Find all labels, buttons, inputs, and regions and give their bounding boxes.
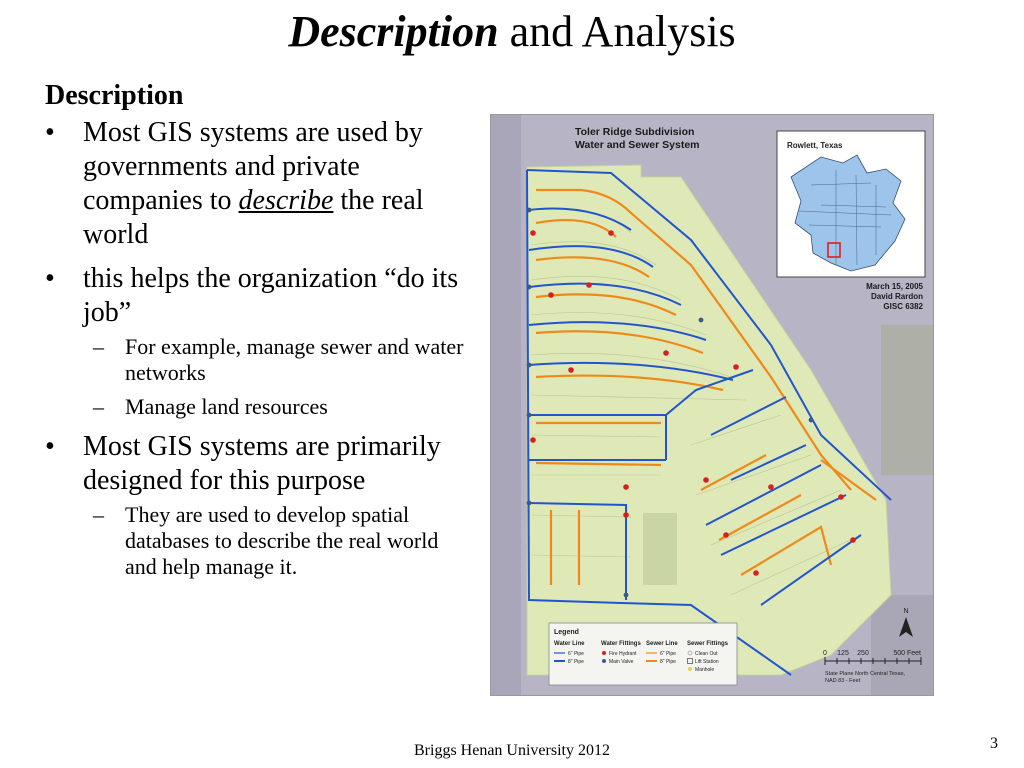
fire-hydrant	[768, 484, 774, 490]
main-valve	[527, 285, 532, 290]
sub-bullet-item: – They are used to develop spatial databases to describe the real world and help manage it.	[93, 502, 465, 580]
fire-hydrant	[723, 532, 729, 538]
slide-title	[0, 8, 1024, 56]
bullet-text: this helps the organization “do its job”	[83, 263, 459, 328]
inset-map	[777, 131, 925, 277]
map-author: David Rardon	[870, 292, 923, 301]
fire-hydrant	[663, 350, 669, 356]
main-valve	[527, 208, 532, 213]
sub-bullet-item: – Manage land resources	[93, 394, 465, 420]
bullet-list	[45, 116, 465, 580]
slide-content	[45, 80, 465, 590]
inset-label: Rowlett, Texas	[787, 141, 843, 150]
sub-bullet-list	[83, 502, 465, 580]
fire-hydrant	[703, 477, 709, 483]
legend-manhole-swatch	[688, 667, 692, 671]
title-emphasis: Description	[288, 7, 499, 56]
map-title-line1: Toler Ridge Subdivision	[575, 126, 695, 138]
bullet-item	[45, 430, 465, 580]
fire-hydrant	[568, 367, 574, 373]
main-valve	[527, 501, 532, 506]
legend-title: Legend	[554, 629, 579, 636]
fire-hydrant	[586, 282, 592, 288]
legend-item: 6" Pipe	[660, 651, 676, 657]
legend-item: Main Valve	[609, 659, 634, 665]
map-course: GISC 6382	[883, 302, 923, 311]
water-sewer-map	[491, 115, 933, 695]
legend-head: Water Line	[554, 641, 585, 647]
legend-head: Sewer Line	[646, 641, 678, 647]
scale-label: 0	[823, 650, 827, 657]
bullet-text-tail: the real world	[83, 185, 424, 250]
fire-hydrant	[733, 364, 739, 370]
main-valve	[624, 593, 629, 598]
fire-hydrant	[530, 230, 536, 236]
map-date: March 15, 2005	[866, 282, 923, 291]
subdivision-map-figure	[490, 114, 934, 696]
fire-hydrant	[608, 230, 614, 236]
legend-item: Manhole	[695, 667, 715, 673]
bullet-item	[45, 116, 465, 252]
footer-text: Briggs Henan University 2012	[414, 742, 610, 759]
legend-head: Sewer Fittings	[687, 641, 729, 647]
bullet-item	[45, 262, 465, 420]
fire-hydrant	[623, 512, 629, 518]
map-texture-block	[881, 325, 933, 475]
legend-item: Fire Hydrant	[609, 651, 637, 657]
fire-hydrant	[548, 292, 554, 298]
legend-item: 6" Pipe	[568, 651, 584, 657]
sub-bullet-item: – For example, manage sewer and water networks	[93, 334, 465, 386]
fire-hydrant	[838, 494, 844, 500]
section-heading: Description	[45, 80, 184, 111]
scale-label: 250	[857, 650, 869, 657]
park-area	[643, 513, 677, 585]
main-valve	[527, 413, 532, 418]
page-number: 3	[990, 735, 998, 752]
north-arrow-label: N	[903, 608, 909, 615]
projection-line2: NAD 83 - Feet	[825, 678, 861, 684]
legend-valve-swatch	[602, 659, 606, 663]
bullet-text: Most GIS systems are used by governments and private companies to	[83, 117, 423, 216]
scale-label: 500 Feet	[893, 650, 921, 657]
legend-hydrant-swatch	[602, 651, 606, 655]
emphasis-word: describe	[238, 185, 334, 216]
legend-item: Clean Out	[695, 651, 718, 657]
fire-hydrant	[850, 537, 856, 543]
legend-item: 8" Pipe	[660, 659, 676, 665]
main-valve	[527, 363, 532, 368]
legend-item: 8" Pipe	[568, 659, 584, 665]
sub-bullet-list	[83, 334, 465, 420]
title-rest: and Analysis	[498, 7, 736, 56]
main-valve	[699, 318, 704, 323]
main-valve	[809, 418, 814, 423]
legend-item: Lift Station	[695, 659, 719, 665]
legend-head: Water Fittings	[601, 641, 641, 647]
map-legend	[549, 623, 737, 685]
map-texture-block	[491, 115, 521, 695]
projection-line1: State Plane North Central Texas,	[825, 671, 905, 677]
fire-hydrant	[753, 570, 759, 576]
bullet-text: Most GIS systems are primarily designed for this purpose	[83, 431, 441, 496]
fire-hydrant	[530, 437, 536, 443]
map-texture-block	[871, 595, 933, 695]
scale-label: 125	[837, 650, 849, 657]
fire-hydrant	[623, 484, 629, 490]
map-title-line2: Water and Sewer System	[575, 139, 700, 151]
